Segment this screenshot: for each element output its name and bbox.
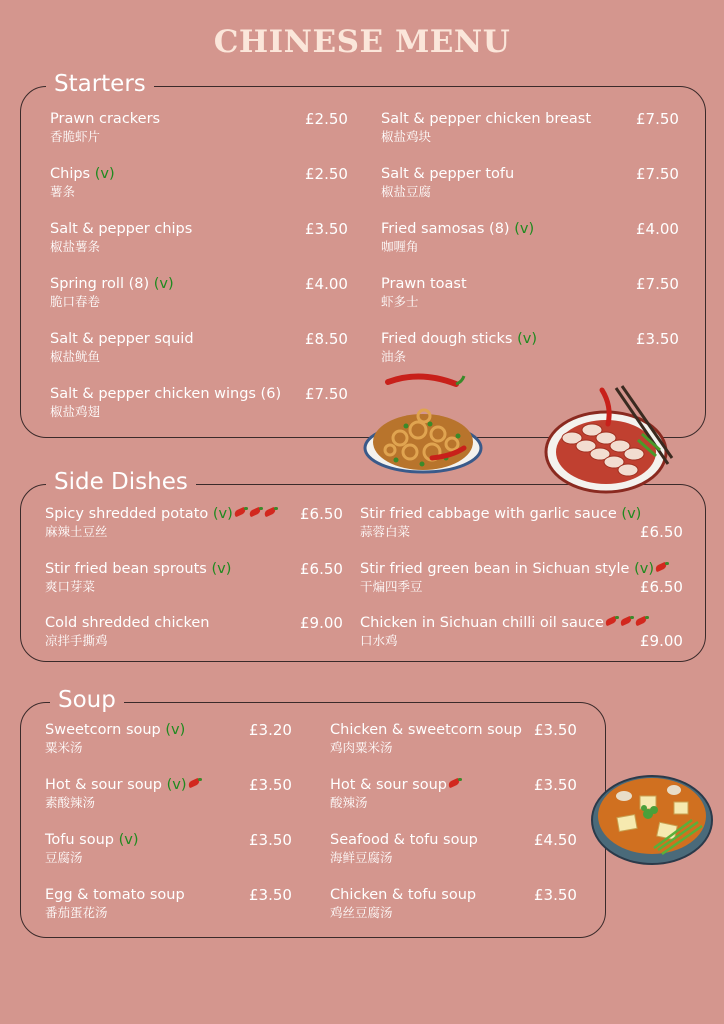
menu-item <box>45 560 231 595</box>
dish-name: Sweetcorn soup <box>45 722 161 738</box>
dish-price: £8.50 <box>305 330 348 348</box>
dish-chinese-name: 油条 <box>381 349 407 364</box>
menu-item <box>330 721 522 756</box>
dish-price: £3.50 <box>305 220 348 238</box>
menu-item <box>50 165 115 200</box>
dish-name: Chicken & sweetcorn soup <box>330 722 522 738</box>
vegetarian-label: (v) <box>166 777 187 793</box>
chili-icon <box>448 779 462 788</box>
dish-name: Chips <box>50 166 91 182</box>
vegetarian-label: (v) <box>118 832 139 848</box>
chili-icon <box>188 779 202 788</box>
vegetarian-label: (v) <box>517 331 537 347</box>
dish-price: £3.50 <box>249 886 292 904</box>
chili-icon <box>234 508 248 517</box>
chili-icon <box>605 617 619 626</box>
dish-chinese-name: 脆口春卷 <box>50 294 101 309</box>
vegetarian-label: (v) <box>94 166 115 182</box>
dish-price: £3.50 <box>534 886 577 904</box>
menu-item <box>45 831 139 866</box>
dish-chinese-name: 椒盐鸡翅 <box>50 404 101 419</box>
dish-price: £3.50 <box>636 330 679 348</box>
menu-item <box>330 886 476 921</box>
dish-name: Chicken & tofu soup <box>330 887 477 903</box>
dish-price: £9.00 <box>300 614 343 632</box>
dish-chinese-name: 薯条 <box>50 184 76 199</box>
dish-name: Salt & pepper chicken wings (6) <box>50 386 282 402</box>
dish-chinese-name: 鸡肉粟米汤 <box>330 740 393 755</box>
chili-icon <box>620 617 634 626</box>
dish-name: Spicy shredded potato <box>45 506 209 522</box>
chili-icon <box>655 563 669 572</box>
sliced-chicken-dish-icon <box>542 384 674 500</box>
menu-item <box>45 886 185 921</box>
menu-item <box>330 776 462 811</box>
dish-chinese-name: 椒盐鸡块 <box>381 129 432 144</box>
dish-price: £7.50 <box>636 165 679 183</box>
vegetarian-label: (v) <box>621 506 642 522</box>
dish-price: £3.50 <box>249 831 292 849</box>
menu-item <box>50 385 281 420</box>
dish-chinese-name: 干煸四季豆 <box>360 578 423 594</box>
dish-chinese-name: 素酸辣汤 <box>45 795 96 810</box>
dish-price: £7.50 <box>305 385 348 403</box>
dish-price: £3.50 <box>534 721 577 739</box>
chili-icon <box>264 508 278 517</box>
dish-name: Salt & pepper chips <box>50 221 193 237</box>
menu-item <box>381 165 514 200</box>
vegetarian-label: (v) <box>514 221 535 237</box>
menu-item <box>45 721 185 756</box>
dish-name: Hot & sour soup <box>330 777 447 793</box>
dish-name: Cold shredded chicken <box>45 615 210 631</box>
dish-chinese-name: 虾多士 <box>381 294 419 309</box>
dish-price: £3.50 <box>534 776 577 794</box>
dish-price: £6.50 <box>640 577 683 596</box>
starters-heading: Starters <box>46 70 154 98</box>
dish-price: £9.00 <box>640 632 683 650</box>
dish-name: Fried samosas (8) <box>381 221 510 237</box>
menu-item <box>330 831 478 866</box>
dish-name: Salt & pepper squid <box>50 331 194 347</box>
tofu-soup-bowl-icon <box>588 764 718 872</box>
dish-price: £7.50 <box>636 275 679 293</box>
dish-chinese-name: 粟米汤 <box>45 740 83 755</box>
menu-item <box>50 220 192 255</box>
menu-item <box>360 614 649 649</box>
dish-name: Prawn toast <box>381 276 467 292</box>
dish-chinese-name: 香脆虾片 <box>50 129 101 144</box>
dish-name: Seafood & tofu soup <box>330 832 478 848</box>
menu-item <box>45 776 202 811</box>
dish-name: Salt & pepper chicken breast <box>381 111 592 127</box>
dish-chinese-name: 椒盐鱿鱼 <box>50 349 101 364</box>
dish-price: £4.50 <box>534 831 577 849</box>
chili-icon <box>249 508 263 517</box>
menu-item <box>50 275 174 310</box>
dish-name: Tofu soup <box>45 832 114 848</box>
dish-name: Hot & sour soup <box>45 777 162 793</box>
dish-price: £6.50 <box>300 505 343 523</box>
dish-price: £7.50 <box>636 110 679 128</box>
menu-item <box>381 220 534 255</box>
menu-item <box>50 110 160 145</box>
vegetarian-label: (v) <box>211 560 232 577</box>
dish-chinese-name: 凉拌手撕鸡 <box>45 633 108 648</box>
dish-chinese-name: 鸡丝豆腐汤 <box>330 905 393 920</box>
dish-name: Stir fried cabbage with garlic sauce <box>360 506 617 522</box>
dish-name: Egg & tomato soup <box>45 887 185 903</box>
dish-chinese-name: 麻辣土豆丝 <box>45 524 108 539</box>
dish-price: £6.50 <box>300 559 343 578</box>
fried-squid-dish-icon <box>360 368 486 480</box>
dish-name: Fried dough sticks <box>381 331 513 347</box>
dish-name: Salt & pepper tofu <box>381 166 515 182</box>
dish-name: Prawn crackers <box>50 111 161 127</box>
vegetarian-label: (v) <box>153 276 174 292</box>
dish-chinese-name: 蒜蓉白菜 <box>360 524 411 539</box>
dish-chinese-name: 咖喱角 <box>381 239 419 254</box>
dish-chinese-name: 椒盐豆腐 <box>381 184 432 199</box>
dish-price: £3.50 <box>249 776 292 794</box>
vegetarian-label: (v) <box>212 506 233 522</box>
dish-price: £4.00 <box>636 220 679 238</box>
menu-item <box>381 110 591 145</box>
menu-item <box>45 614 209 649</box>
dish-chinese-name: 酸辣汤 <box>330 795 368 810</box>
dish-name: Stir fried green bean in Sichuan style <box>360 560 630 577</box>
dish-chinese-name: 海鲜豆腐汤 <box>330 850 393 865</box>
vegetarian-label: (v) <box>634 560 654 577</box>
dish-price: £3.20 <box>249 721 292 739</box>
dish-price: £2.50 <box>305 165 348 183</box>
menu-item <box>360 560 669 595</box>
dish-price: £2.50 <box>305 110 348 128</box>
vegetarian-label: (v) <box>165 722 186 738</box>
chili-icon <box>635 617 649 626</box>
menu-item <box>45 505 278 540</box>
dish-chinese-name: 爽口芽菜 <box>45 578 96 594</box>
dish-chinese-name: 番茄蛋花汤 <box>45 905 108 920</box>
page-title: CHINESE MENU <box>213 24 511 60</box>
menu-item <box>360 505 641 540</box>
soup-heading: Soup <box>50 686 124 714</box>
menu-item <box>50 330 194 365</box>
dish-name: Chicken in Sichuan chilli oil sauce <box>360 615 604 631</box>
dish-chinese-name: 豆腐汤 <box>45 850 83 865</box>
dish-chinese-name: 口水鸡 <box>360 633 398 648</box>
dish-chinese-name: 椒盐薯条 <box>50 239 101 254</box>
menu-item <box>381 275 467 310</box>
dish-price: £4.00 <box>305 275 348 293</box>
sides-heading: Side Dishes <box>46 468 196 496</box>
dish-name: Stir fried bean sprouts <box>45 560 207 577</box>
dish-name: Spring roll (8) <box>50 276 150 292</box>
menu-item <box>381 330 537 365</box>
dish-price: £6.50 <box>640 523 683 541</box>
